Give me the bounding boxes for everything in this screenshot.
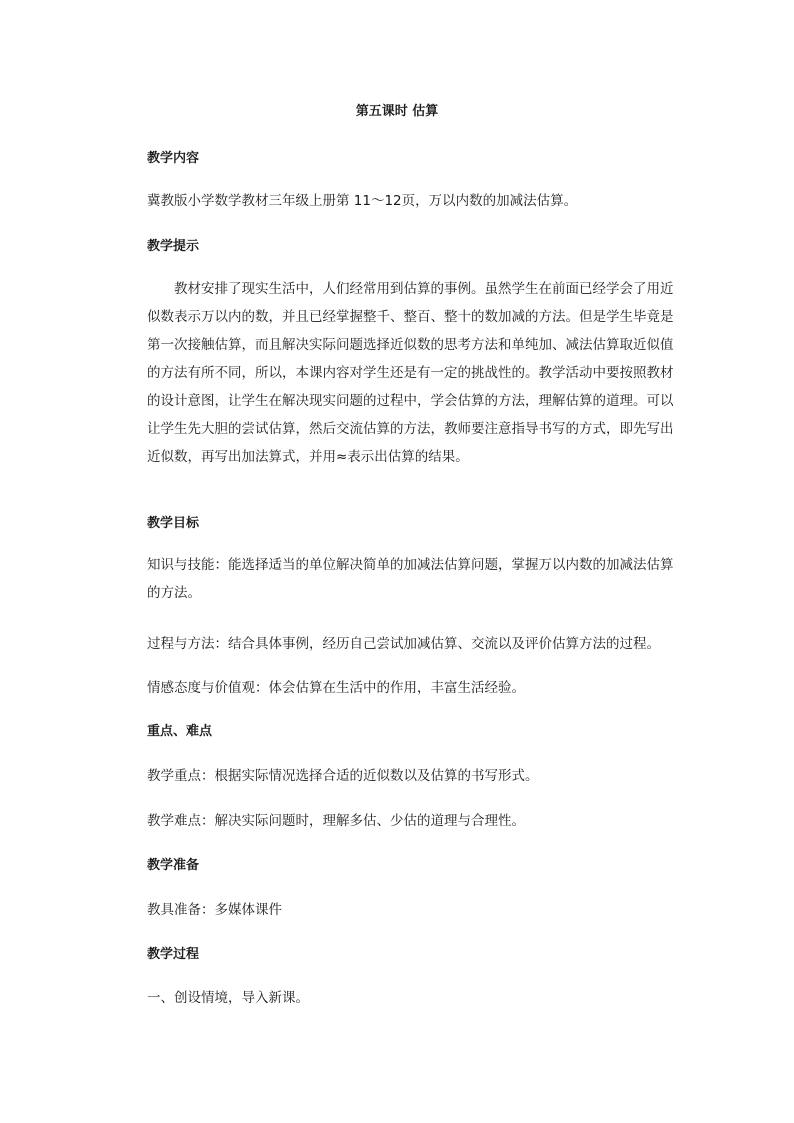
- objective-attitude: 情感态度与价值观：体会估算在生活中的作用，丰富生活经验。: [147, 680, 525, 696]
- section-heading-preparation: 教学准备: [147, 858, 200, 873]
- objective-knowledge: 知识与技能：能选择适当的单位解决简单的加减法估算问题，掌握万以内数的加减法估算的方法。: [147, 557, 674, 601]
- section-heading-objectives: 教学目标: [147, 516, 200, 531]
- preparation-paragraph: 教具准备：多媒体课件: [147, 902, 282, 918]
- difficult-point: 教学难点：解决实际问题时，理解多估、少估的道理与合理性。: [147, 813, 525, 829]
- document-title: 第五课时 估算: [355, 104, 439, 119]
- section-heading-tips: 教学提示: [147, 239, 200, 254]
- section-heading-key-points: 重点、难点: [147, 724, 213, 739]
- section-heading-process: 教学过程: [147, 947, 200, 962]
- section-content-paragraph: 冀教版小学数学教材三年级上册第 11～12页，万以内数的加减法估算。: [147, 193, 578, 209]
- key-point: 教学重点：根据实际情况选择合适的近似数以及估算的书写形式。: [147, 768, 539, 784]
- objective-process: 过程与方法：结合具体事例，经历自己尝试加减估算、交流以及评价估算方法的过程。: [147, 636, 660, 652]
- section-tips-paragraph: 教材安排了现实生活中，人们经常用到估算的事例。虽然学生在前面已经学会了用近似数表示万以内的数，并且已经掌握整千、整百、整十的数加减的方法。但是学生毕竟是第一次接触估算，而且解决实际问题选择近似数的思考方法和单纯加、减法估算取近似值的方法有所不同，所以，本课内容对学生还是有一定的挑战性的。教学活动中要按照教材的设计意图，让学生在解决现实问题的过程中，学会估算的方法，理解估算的道理。可以让学生先大胆的尝试估算，然后交流估算的方法，教师要注意指导书写的方式，即先写出近似数，再写出加法算式，并用≈表示出估算的结果。: [147, 281, 674, 465]
- process-step-1: 一、创设情境，导入新课。: [147, 990, 309, 1006]
- section-heading-content: 教学内容: [147, 151, 200, 166]
